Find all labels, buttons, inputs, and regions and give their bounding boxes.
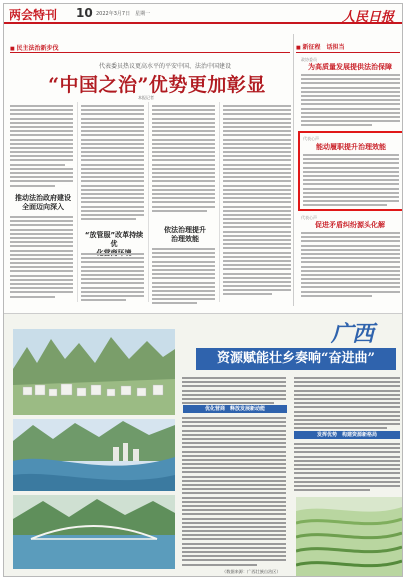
subhead-3 [154, 226, 216, 244]
item-1-text [301, 74, 400, 128]
feature-text-column-2b [294, 443, 400, 493]
article-text-column-3a [152, 105, 215, 214]
feature-text-column-1a [182, 377, 286, 406]
masthead [4, 4, 402, 24]
item-2-label: 代表心声 [303, 136, 319, 141]
feature-headline: 资源赋能壮乡奏响“奋进曲” [196, 348, 396, 370]
landscape-photo-collage [13, 329, 175, 569]
right-column-rule [293, 34, 294, 306]
subhead-2-text: “放管服”改革持续优 [84, 231, 144, 248]
item-2-text [303, 154, 399, 208]
article-text-column-2a [81, 105, 144, 222]
article-text-column-3b [152, 248, 215, 307]
item-1-label: 政协委员 [301, 57, 317, 62]
column-rule-3 [219, 102, 220, 302]
item-2-title: 能动履职提升治理效能 [316, 143, 386, 151]
article-headline: “中国之治”优势更加彰显 [48, 74, 266, 96]
article-byline: 本报记者 [138, 95, 154, 100]
feature-footer: （数据来源：广西壮族自治区） [222, 569, 281, 574]
section-title: 两会特刊 [9, 8, 58, 22]
article-text-column-2b [81, 253, 144, 303]
article-text-column-4 [223, 105, 291, 298]
feature-band-1: 优化营商 释放发展新动能 [183, 405, 287, 413]
subhead-1-text: 推动法治政府建设 全面迈向深入 [15, 194, 71, 211]
terraced-field-photo [296, 497, 402, 577]
section-tag-mission: ■ 新征程 话担当 [296, 42, 344, 51]
section-rule [10, 52, 290, 55]
article-text-column-1a [10, 105, 73, 189]
feature-text-column-2a [294, 377, 400, 431]
feature-text-column-1b [182, 417, 286, 568]
subhead-3-text: 依法治理提升 治理效能 [164, 226, 206, 243]
newspaper-logo: 人民日报 [341, 10, 394, 25]
newspaper-page [3, 3, 403, 577]
section-tag-law: ■ 民主法治新步伐 [10, 43, 58, 52]
subhead-1 [12, 194, 74, 212]
item-1-title: 为高质量发展提供法治保障 [308, 63, 392, 71]
article-kicker: 代表委员热议更高水平的平安中国、法治中国建设 [99, 63, 232, 70]
page-number: 10 [76, 6, 93, 20]
feature-band-2: 发挥优势 构建资源新格局 [294, 431, 400, 439]
article-text-column-1b [10, 216, 73, 300]
column-rule-1 [77, 102, 78, 302]
item-3-label: 代表心声 [301, 215, 317, 220]
item-3-title: 促进矛盾纠纷源头化解 [315, 221, 385, 229]
column-rule-2 [148, 102, 149, 302]
item-3-text [301, 232, 400, 299]
region-title: 广西 [331, 321, 374, 347]
issue-date: 2022年3月7日 星期一 [96, 11, 151, 17]
right-section-rule [296, 52, 400, 55]
